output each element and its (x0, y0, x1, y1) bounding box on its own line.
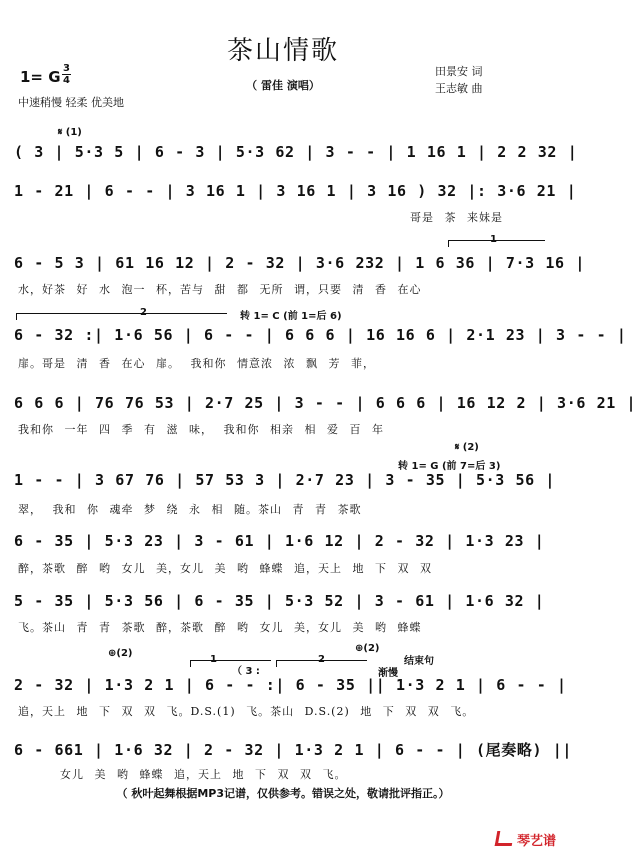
score-row-8-lyrics: 飞。茶山 青 青 茶歌 醉，茶歌 醉 哟 女儿 美，女儿 美 哟 蜂蝶 (18, 621, 422, 634)
volta-bracket-2 (16, 313, 227, 320)
score-row-4-lyrics: 扉。哥是 清 香 在心 扉。 我和你 情意浓 浓 飘 芳 菲， (18, 357, 375, 370)
key-signature: 1= G (20, 68, 61, 86)
score-row-7-lyrics: 醉，茶歌 醉 哟 女儿 美，女儿 美 哟 蜂蝶 追，天上 地 下 双 双 (18, 562, 432, 575)
modulation-c: 转 1= C (前 1=后 6) (240, 311, 342, 322)
score-row-1-notes: ( 3 | 5·3 5 | 6 - 3 | 5·3 62 | 3 - - | 1 16 1 | 2 2 32 | (14, 143, 578, 161)
transcriber-note: （ 秋叶起舞根据MP3记谱，仅供参考。错误之处，敬请批评指正。） (116, 787, 450, 800)
score-row-10-notes: 6 - 661 | 1·6 32 | 2 - 32 | 1·3 2 1 | 6 - - | (尾奏略) || (14, 741, 572, 759)
score-row-2-lyrics: 哥是 茶 来妹是 (410, 211, 503, 224)
score-row-4-notes: 6 - 32 :| 1·6 56 | 6 - - | 6 6 6 | 16 16 6 | 2·1 23 | 3 - - | (14, 326, 627, 344)
time-signature-top: 3 (63, 63, 70, 74)
song-title: 茶山情歌 (226, 36, 339, 66)
logo-text: 琴艺谱 (516, 834, 556, 849)
score-row-9-lyrics: 追，天上 地 下 双 双 飞。D.S.(1) 飞。茶山 D.S.(2) 地 下 双 双 飞。 (18, 705, 475, 718)
score-row-8-notes: 5 - 35 | 5·3 56 | 6 - 35 | 5·3 52 | 3 - 61 | 1·6 32 | (14, 592, 545, 610)
score-row-6-lyrics: 翠， 我和 你 魂牵 梦 绕 永 相 随。茶山 青 青 茶歌 (18, 503, 362, 516)
modulation-g: 转 1= G (前 7=后 3) (398, 461, 501, 472)
score-row-5-notes: 6 6 6 | 76 76 53 | 2·7 25 | 3 - - | 6 6 6 | 16 12 2 | 3·6 21 | (14, 394, 636, 412)
coda-2-mark-right: ⊕(2) (355, 643, 380, 654)
volta-3-label: 1 (210, 654, 217, 665)
coda-2-mark-left: ⊕(2) (108, 648, 133, 659)
logo-icon (495, 831, 515, 846)
score-row-6-notes: 1 - - | 3 67 76 | 57 53 3 | 2·7 23 | 3 - 35 | 5·3 56 | (14, 471, 556, 489)
time-signature (62, 64, 71, 85)
segno-2-mark: 𝄋 (2) (455, 442, 479, 453)
ritardando-mark: 渐慢 (378, 668, 398, 679)
time-signature-bottom: 4 (63, 75, 70, 86)
tempo-marking: 中速稍慢 轻柔 优美地 (18, 96, 124, 109)
score-row-10-lyrics: 女儿 美 哟 蜂蝶 追，天上 地 下 双 双 飞。 (60, 768, 347, 781)
repeat-marker: （ 3 : (232, 666, 260, 677)
volta-4-label: 2 (318, 654, 325, 665)
composer-credit: 王志敏 曲 (435, 82, 483, 95)
score-row-7-notes: 6 - 35 | 5·3 23 | 3 - 61 | 1·6 12 | 2 - 32 | 1·3 23 | (14, 532, 545, 550)
score-row-9-notes: 2 - 32 | 1·3 2 1 | 6 - - :| 6 - 35 || 1·3 2 1 | 6 - - | (14, 676, 567, 694)
volta-2-label: 2 (140, 307, 147, 318)
singer-credit: （ 雷佳 演唱） (246, 79, 320, 92)
ending-phrase-mark: 结束句 (404, 656, 434, 667)
lyricist-credit: 田景安 词 (435, 65, 483, 78)
site-logo (496, 830, 556, 849)
segno-1-mark: 𝄋 (1) (58, 127, 82, 138)
volta-1-label: 1 (490, 234, 497, 245)
score-row-5-lyrics: 我和你 一年 四 季 有 滋 味， 我和你 相亲 相 爱 百 年 (18, 423, 384, 436)
score-row-2-notes: 1 - 21 | 6 - - | 3 16 1 | 3 16 1 | 3 16 ) 32 |: 3·6 21 | (14, 182, 577, 200)
score-row-3-notes: 6 - 5 3 | 61 16 12 | 2 - 32 | 3·6 232 | 1 6 36 | 7·3 16 | (14, 254, 585, 272)
score-row-3-lyrics: 水，好茶 好 水 泡一 杯，苦与 甜 都 无所 谓，只要 清 香 在心 (18, 283, 422, 296)
